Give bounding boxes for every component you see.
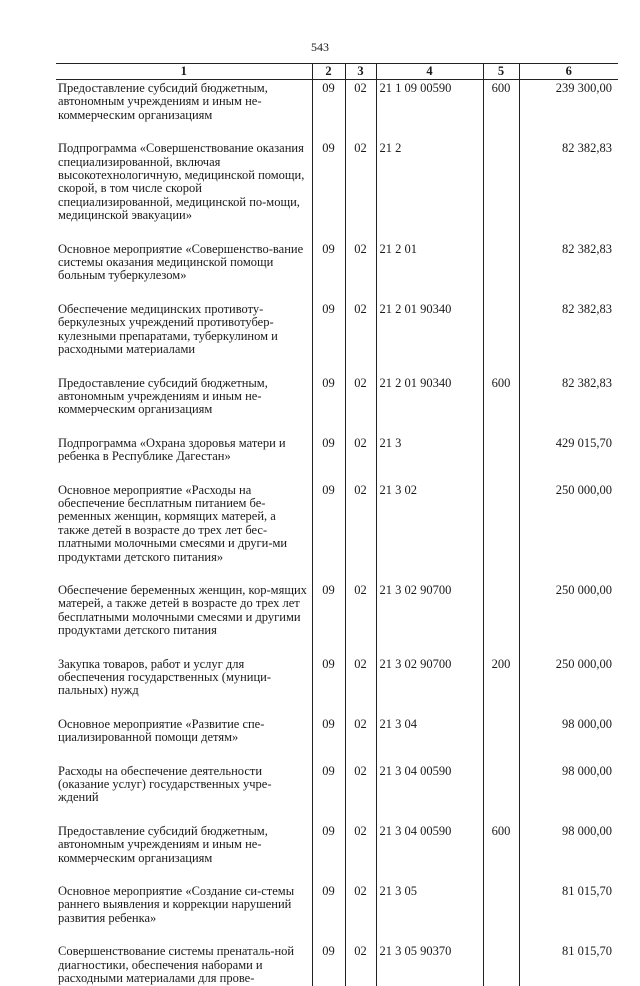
row-section-code-cell: 09 <box>312 140 345 240</box>
row-expense-type-cell <box>483 482 519 582</box>
row-amount-cell: 82 382,83 <box>519 140 618 240</box>
row-name-cell: Расходы на обеспечение деятельности (оказание услуг) государственных учре-ждений <box>58 763 272 805</box>
header-col-4: 4 <box>376 64 483 80</box>
row-section-code-cell: 09 <box>312 301 345 375</box>
budget-table <box>56 63 618 986</box>
row-expense-type-cell: 600 <box>483 375 519 435</box>
table-row <box>56 582 618 656</box>
row-target-article-cell: 21 3 05 90370 <box>376 943 483 985</box>
row-name-cell: Обеспечение медицинских противоту-беркулезных учреждений противотубер-кулезными препаратами, туберкулином и расходными материалами <box>58 301 278 357</box>
row-subsection-code-cell: 02 <box>345 716 376 763</box>
row-section-code-cell: 09 <box>312 716 345 763</box>
row-name-cell: Подпрограмма «Охрана здоровья матери и ребенка в Республике Дагестан» <box>58 435 286 464</box>
row-expense-type-cell <box>483 582 519 656</box>
row-expense-type-cell <box>483 435 519 482</box>
row-target-article-cell: 21 3 02 90700 <box>376 582 483 656</box>
table-row <box>56 80 618 141</box>
table-row <box>56 883 618 943</box>
header-col-5: 5 <box>483 64 519 80</box>
table-row <box>56 716 618 763</box>
header-col-3: 3 <box>345 64 376 80</box>
row-amount-cell: 82 382,83 <box>519 375 618 435</box>
row-amount-cell: 250 000,00 <box>519 656 618 716</box>
row-section-code-cell: 09 <box>312 763 345 823</box>
row-subsection-code-cell: 02 <box>345 140 376 240</box>
row-section-code-cell: 09 <box>312 823 345 883</box>
row-expense-type-cell: 200 <box>483 656 519 716</box>
row-amount-cell: 98 000,00 <box>519 763 618 823</box>
table-row <box>56 301 618 375</box>
header-col-1: 1 <box>56 64 312 80</box>
row-subsection-code-cell: 02 <box>345 763 376 823</box>
row-name-cell: Предоставление субсидий бюджетным, автономным учреждениям и иным не-коммерческим организациям <box>58 823 268 865</box>
row-subsection-code-cell: 02 <box>345 80 376 141</box>
row-amount-cell: 98 000,00 <box>519 716 618 763</box>
row-name-cell: Обеспечение беременных женщин, кор-мящих матерей, а также детей в возрасте до трех лет бесплатными молочными смесями и другими продуктами детского питания <box>58 582 307 638</box>
row-target-article-cell: 21 2 <box>376 140 483 240</box>
row-subsection-code-cell: 02 <box>345 823 376 883</box>
row-amount-cell: 98 000,00 <box>519 823 618 883</box>
table-row <box>56 375 618 435</box>
table-row <box>56 823 618 883</box>
row-expense-type-cell <box>483 140 519 240</box>
table-row <box>56 482 618 582</box>
row-name-cell: Основное мероприятие «Развитие спе-циализированной помощи детям» <box>58 716 265 745</box>
row-name-cell: Основное мероприятие «Расходы на обеспечение бесплатным питанием бе-ременных женщин, кормящих матерей, а также детей в возрасте до трех лет бес-платными молочными смесями и други-ми продуктами детского питания» <box>58 482 288 564</box>
row-expense-type-cell <box>483 301 519 375</box>
row-name-cell: Закупка товаров, работ и услуг для обеспечения государственных (муници-пальных) нужд <box>58 656 272 698</box>
row-expense-type-cell <box>483 716 519 763</box>
row-section-code-cell: 09 <box>312 375 345 435</box>
row-subsection-code-cell: 02 <box>345 375 376 435</box>
row-section-code-cell: 09 <box>312 435 345 482</box>
table-body <box>56 80 618 986</box>
row-target-article-cell: 21 3 02 <box>376 482 483 582</box>
row-subsection-code-cell: 02 <box>345 301 376 375</box>
row-subsection-code-cell: 02 <box>345 883 376 943</box>
header-col-6: 6 <box>519 64 618 80</box>
row-target-article-cell: 21 2 01 90340 <box>376 375 483 435</box>
row-amount-cell: 239 300,00 <box>519 80 618 141</box>
row-target-article-cell: 21 3 04 00590 <box>376 763 483 823</box>
row-section-code-cell: 09 <box>312 883 345 943</box>
row-subsection-code-cell: 02 <box>345 241 376 301</box>
row-target-article-cell: 21 1 09 00590 <box>376 80 483 141</box>
row-expense-type-cell <box>483 943 519 985</box>
row-expense-type-cell <box>483 763 519 823</box>
header-col-2: 2 <box>312 64 345 80</box>
row-expense-type-cell <box>483 883 519 943</box>
row-section-code-cell: 09 <box>312 582 345 656</box>
row-target-article-cell: 21 2 01 90340 <box>376 301 483 375</box>
row-target-article-cell: 21 3 04 00590 <box>376 823 483 883</box>
table-row <box>56 763 618 823</box>
row-expense-type-cell <box>483 241 519 301</box>
row-name-cell: Совершенствование системы пренаталь-ной диагностики, обеспечения наборами и расходными материалами для прове- <box>58 944 295 986</box>
row-section-code-cell: 09 <box>312 482 345 582</box>
row-subsection-code-cell: 02 <box>345 582 376 656</box>
table-row <box>56 656 618 716</box>
row-name-cell: Предоставление субсидий бюджетным, автономным учреждениям и иным не-коммерческим организациям <box>58 375 268 417</box>
row-subsection-code-cell: 02 <box>345 656 376 716</box>
budget-table-grid <box>56 63 618 986</box>
row-section-code-cell: 09 <box>312 943 345 985</box>
row-amount-cell: 250 000,00 <box>519 582 618 656</box>
row-name-cell: Предоставление субсидий бюджетным, автономным учреждениям и иным не-коммерческим организациям <box>58 81 268 122</box>
row-target-article-cell: 21 3 02 90700 <box>376 656 483 716</box>
table-row <box>56 241 618 301</box>
row-name-cell: Подпрограмма «Совершенствование оказания специализированной, включая высокотехнологичную, медицинской помощи, скорой, в том числе скорой специализированной, медицинской по-мощи, медицинской эвакуации» <box>58 141 305 223</box>
row-subsection-code-cell: 02 <box>345 943 376 985</box>
row-amount-cell: 81 015,70 <box>519 883 618 943</box>
row-target-article-cell: 21 3 05 <box>376 883 483 943</box>
row-section-code-cell: 09 <box>312 241 345 301</box>
row-expense-type-cell: 600 <box>483 80 519 141</box>
row-target-article-cell: 21 3 04 <box>376 716 483 763</box>
row-target-article-cell: 21 2 01 <box>376 241 483 301</box>
row-target-article-cell: 21 3 <box>376 435 483 482</box>
row-amount-cell: 82 382,83 <box>519 301 618 375</box>
row-subsection-code-cell: 02 <box>345 435 376 482</box>
row-amount-cell: 250 000,00 <box>519 482 618 582</box>
page-number: 543 <box>311 40 329 54</box>
row-section-code-cell: 09 <box>312 80 345 141</box>
table-row <box>56 943 618 985</box>
row-expense-type-cell: 600 <box>483 823 519 883</box>
row-amount-cell: 81 015,70 <box>519 943 618 985</box>
table-row <box>56 140 618 240</box>
header-row <box>56 64 618 80</box>
row-section-code-cell: 09 <box>312 656 345 716</box>
row-amount-cell: 429 015,70 <box>519 435 618 482</box>
row-amount-cell: 82 382,83 <box>519 241 618 301</box>
row-name-cell: Основное мероприятие «Совершенство-вание системы оказания медицинской помощи больным туберкулезом» <box>58 241 304 283</box>
row-subsection-code-cell: 02 <box>345 482 376 582</box>
row-name-cell: Основное мероприятие «Создание си-стемы раннего выявления и коррекции нарушений развития ребенка» <box>58 884 295 925</box>
table-row <box>56 435 618 482</box>
